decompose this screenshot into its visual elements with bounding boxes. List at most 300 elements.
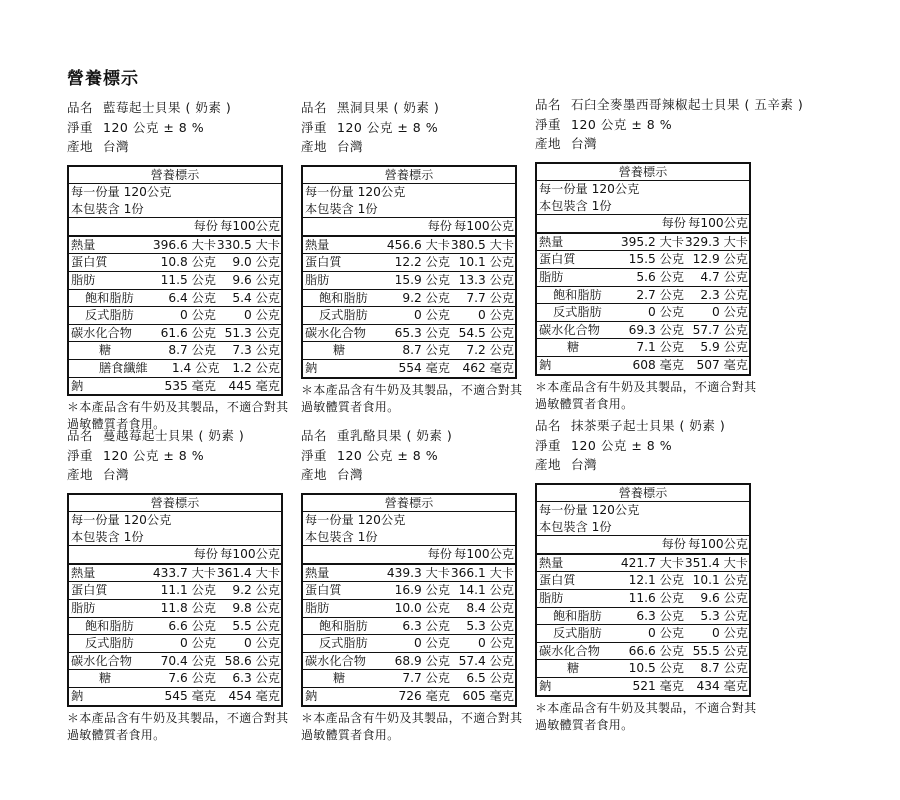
nutrient-per-100g: 329.3 大卡 <box>684 234 748 249</box>
nutrient-name: 鈉 <box>71 689 84 704</box>
product-weight: 120 公克 ± 8 % <box>337 119 439 135</box>
nutrient-per-serving: 0 公克 <box>413 636 450 651</box>
nutrient-per-serving: 545 毫克 <box>164 689 216 704</box>
nutrient-row <box>537 590 749 608</box>
nutrient-name: 反式脂肪 <box>319 308 368 323</box>
serving-size: 每一份量 120公克 <box>305 513 406 528</box>
product-name-line <box>67 426 292 446</box>
name-key: 品名 <box>301 100 328 115</box>
product-weight-line <box>67 118 292 138</box>
nutrition-table <box>535 162 751 376</box>
nutrient-per-100g: 6.3 公克 <box>232 671 280 686</box>
origin-key: 產地 <box>301 467 328 482</box>
nutrient-per-100g: 507 毫克 <box>696 358 748 373</box>
nutrition-header <box>69 217 281 237</box>
product-name: 蔓越莓起士貝果 ( 奶素 ) <box>103 428 245 443</box>
nutrient-per-100g: 351.4 大卡 <box>684 555 748 570</box>
servings-per-pack: 本包裝含 1份 <box>71 529 144 544</box>
nutrient-row <box>537 287 749 305</box>
nutrient-row <box>303 360 515 377</box>
nutrient-row <box>69 670 281 688</box>
header-per-serving: 每份 <box>193 547 218 562</box>
nutrient-name: 脂肪 <box>305 601 330 616</box>
product-label <box>301 98 526 416</box>
nutrient-row <box>303 254 515 272</box>
nutrient-per-serving: 726 毫克 <box>398 689 450 704</box>
nutrient-per-serving: 433.7 大卡 <box>152 565 216 580</box>
header-per-100g: 每100公克 <box>688 216 748 231</box>
nutrient-row <box>69 272 281 290</box>
nutrient-per-serving: 66.6 公克 <box>628 643 684 658</box>
product-weight-line <box>301 446 526 466</box>
product-name: 重乳酪貝果 ( 奶素 ) <box>337 428 453 443</box>
nutrient-name: 脂肪 <box>71 601 96 616</box>
nutrient-row <box>69 254 281 272</box>
header-per-100g: 每100公克 <box>688 537 748 552</box>
servings-per-pack: 本包裝含 1份 <box>539 519 612 534</box>
nutrient-name: 鈉 <box>539 358 552 373</box>
weight-key: 淨重 <box>67 447 94 463</box>
nutrient-per-serving: 0 公克 <box>179 308 216 323</box>
nutrient-row <box>537 572 749 590</box>
nutrient-per-serving: 6.6 公克 <box>168 618 216 633</box>
allergen-note: ＊本產品含有牛奶及其製品，不適合對其過敏體質者食用。 <box>535 700 757 732</box>
nutrition-header <box>303 217 515 237</box>
nutrient-name: 飽和脂肪 <box>85 290 134 305</box>
nutrition-header <box>537 214 749 234</box>
nutrient-per-100g: 0 公克 <box>243 308 280 323</box>
header-per-serving: 每份 <box>193 219 218 234</box>
nutrient-name: 碳水化合物 <box>71 325 132 340</box>
servings-per-pack: 本包裝含 1份 <box>539 198 612 213</box>
nutrient-name: 反式脂肪 <box>553 626 602 641</box>
product-label <box>67 98 292 433</box>
origin-key: 產地 <box>67 139 94 154</box>
weight-key: 淨重 <box>535 437 562 453</box>
nutrient-per-100g: 445 毫克 <box>228 378 280 393</box>
product-weight-line <box>535 436 835 456</box>
nutrient-per-100g: 5.4 公克 <box>232 290 280 305</box>
nutrient-row <box>537 251 749 269</box>
nutrient-per-100g: 1.2 公克 <box>232 361 280 376</box>
nutrient-name: 反式脂肪 <box>85 636 134 651</box>
nutrition-header <box>537 535 749 555</box>
nutrient-per-serving: 68.9 公克 <box>394 653 450 668</box>
serving-size: 每一份量 120公克 <box>539 503 640 518</box>
nutrient-name: 蛋白質 <box>71 255 108 270</box>
nutrient-per-100g: 0 公克 <box>243 636 280 651</box>
nutrient-name: 蛋白質 <box>305 255 342 270</box>
nutrient-per-100g: 434 毫克 <box>696 679 748 694</box>
nutrient-per-100g: 10.1 公克 <box>458 255 514 270</box>
product-name-line <box>301 426 526 446</box>
nutrient-row <box>303 670 515 688</box>
product-label <box>67 426 292 744</box>
nutrient-name: 蛋白質 <box>305 583 342 598</box>
product-name-line <box>535 416 835 436</box>
nutrient-row <box>69 582 281 600</box>
nutrition-table <box>67 493 283 707</box>
nutrient-per-100g: 5.3 公克 <box>466 618 514 633</box>
product-origin-line <box>301 137 526 157</box>
product-weight: 120 公克 ± 8 % <box>337 447 439 463</box>
name-key: 品名 <box>535 97 562 112</box>
nutrient-per-serving: 7.1 公克 <box>636 340 684 355</box>
serving-size: 每一份量 120公克 <box>71 185 172 200</box>
allergen-note: ＊本產品含有牛奶及其製品，不適合對其過敏體質者食用。 <box>301 382 523 414</box>
nutrition-header <box>303 545 515 565</box>
nutrient-per-100g: 462 毫克 <box>462 361 514 376</box>
nutrient-per-100g: 9.6 公克 <box>232 273 280 288</box>
product-origin-line <box>535 455 835 475</box>
nutrient-per-100g: 454 毫克 <box>228 689 280 704</box>
nutrient-name: 鈉 <box>305 689 318 704</box>
nutrient-row <box>537 660 749 678</box>
name-key: 品名 <box>535 418 562 433</box>
nutrient-name: 飽和脂肪 <box>319 618 368 633</box>
nutrition-table <box>67 165 283 397</box>
nutrient-row <box>303 653 515 671</box>
nutrient-name: 鈉 <box>305 361 318 376</box>
nutrient-per-100g: 0 公克 <box>711 626 748 641</box>
nutrient-name: 糖 <box>333 343 346 358</box>
nutrient-per-serving: 15.9 公克 <box>394 273 450 288</box>
nutrient-per-serving: 554 毫克 <box>398 361 450 376</box>
product-name: 抹茶栗子起士貝果 ( 奶素 ) <box>571 418 726 433</box>
nutrient-name: 熱量 <box>305 565 330 580</box>
nutrient-row <box>537 625 749 643</box>
header-per-serving: 每份 <box>661 537 686 552</box>
nutrient-per-serving: 11.6 公克 <box>628 591 684 606</box>
nutrient-per-serving: 7.7 公克 <box>402 671 450 686</box>
nutrient-row <box>303 237 515 255</box>
nutrient-row <box>303 582 515 600</box>
nutrient-per-serving: 6.3 公克 <box>636 608 684 623</box>
nutrient-name: 飽和脂肪 <box>85 618 134 633</box>
nutrient-per-100g: 10.1 公克 <box>692 573 748 588</box>
nutrient-row <box>69 635 281 653</box>
nutrient-row <box>537 269 749 287</box>
nutrient-row <box>69 237 281 255</box>
product-label <box>301 426 526 744</box>
origin-key: 產地 <box>301 139 328 154</box>
nutrient-per-100g: 330.5 大卡 <box>216 237 280 252</box>
nutrient-per-serving: 608 毫克 <box>632 358 684 373</box>
nutrition-table <box>535 483 751 697</box>
product-weight-line <box>67 446 292 466</box>
nutrient-per-serving: 0 公克 <box>413 308 450 323</box>
nutrition-table <box>301 493 517 707</box>
nutrient-name: 糖 <box>567 661 580 676</box>
nutrient-per-100g: 361.4 大卡 <box>216 565 280 580</box>
product-origin: 台灣 <box>571 457 598 472</box>
serving-size: 每一份量 120公克 <box>71 513 172 528</box>
nutrition-table-title: 營養標示 <box>303 167 515 185</box>
nutrient-row <box>303 618 515 636</box>
nutrient-per-100g: 51.3 公克 <box>224 325 280 340</box>
nutrient-per-serving: 456.6 大卡 <box>386 237 450 252</box>
nutrient-row <box>303 325 515 343</box>
nutrient-name: 碳水化合物 <box>539 322 600 337</box>
nutrient-per-100g: 7.3 公克 <box>232 343 280 358</box>
nutrient-row <box>537 608 749 626</box>
nutrient-per-serving: 421.7 大卡 <box>620 555 684 570</box>
allergen-note: ＊本產品含有牛奶及其製品，不適合對其過敏體質者食用。 <box>67 710 289 742</box>
nutrient-name: 碳水化合物 <box>539 643 600 658</box>
serving-size: 每一份量 120公克 <box>539 182 640 197</box>
nutrient-name: 飽和脂肪 <box>319 290 368 305</box>
header-per-100g: 每100公克 <box>454 547 514 562</box>
nutrient-per-serving: 0 公克 <box>647 626 684 641</box>
nutrient-name: 碳水化合物 <box>305 325 366 340</box>
nutrient-name: 反式脂肪 <box>319 636 368 651</box>
nutrient-name: 反式脂肪 <box>85 308 134 323</box>
servings-per-pack: 本包裝含 1份 <box>305 529 378 544</box>
nutrient-per-100g: 8.4 公克 <box>466 601 514 616</box>
nutrient-name: 糖 <box>567 340 580 355</box>
nutrient-per-100g: 6.5 公克 <box>466 671 514 686</box>
product-origin-line <box>301 465 526 485</box>
allergen-note: ＊本產品含有牛奶及其製品，不適合對其過敏體質者食用。 <box>67 400 289 432</box>
nutrient-per-100g: 0 公克 <box>711 305 748 320</box>
product-origin-line <box>67 465 292 485</box>
serving-size: 每一份量 120公克 <box>305 185 406 200</box>
nutrient-per-serving: 15.5 公克 <box>628 252 684 267</box>
product-weight: 120 公克 ± 8 % <box>103 119 205 135</box>
nutrient-per-100g: 12.9 公克 <box>692 252 748 267</box>
nutrient-row <box>303 635 515 653</box>
weight-key: 淨重 <box>535 116 562 132</box>
nutrient-per-100g: 14.1 公克 <box>458 583 514 598</box>
nutrient-row <box>303 307 515 325</box>
nutrient-per-serving: 0 公克 <box>179 636 216 651</box>
product-name-line <box>535 95 835 115</box>
nutrient-name: 蛋白質 <box>539 252 576 267</box>
product-weight-line <box>301 118 526 138</box>
nutrient-per-100g: 13.3 公克 <box>458 273 514 288</box>
nutrient-per-100g: 57.7 公克 <box>692 322 748 337</box>
product-name: 藍莓起士貝果 ( 奶素 ) <box>103 100 232 115</box>
nutrient-name: 飽和脂肪 <box>553 287 602 302</box>
nutrition-table-title: 營養標示 <box>69 495 281 513</box>
nutrient-per-serving: 396.6 大卡 <box>152 237 216 252</box>
product-weight-line <box>535 115 835 135</box>
origin-key: 產地 <box>67 467 94 482</box>
nutrition-table-title: 營養標示 <box>537 164 749 182</box>
servings-per-pack: 本包裝含 1份 <box>305 201 378 216</box>
nutrient-row <box>69 290 281 308</box>
nutrient-per-serving: 1.4 公克 <box>171 361 220 376</box>
nutrient-name: 熱量 <box>539 555 564 570</box>
nutrient-name: 蛋白質 <box>539 573 576 588</box>
nutrient-per-100g: 7.7 公克 <box>466 290 514 305</box>
header-per-serving: 每份 <box>661 216 686 231</box>
nutrient-row <box>69 342 281 360</box>
product-name: 黑洞貝果 ( 奶素 ) <box>337 100 440 115</box>
nutrient-name: 蛋白質 <box>71 583 108 598</box>
product-origin: 台灣 <box>337 139 364 154</box>
nutrient-per-100g: 58.6 公克 <box>224 653 280 668</box>
nutrient-per-serving: 9.2 公克 <box>402 290 450 305</box>
product-weight: 120 公克 ± 8 % <box>571 437 673 453</box>
nutrient-name: 鈉 <box>71 378 84 393</box>
nutrient-per-100g: 55.5 公克 <box>692 643 748 658</box>
nutrient-per-100g: 9.0 公克 <box>232 255 280 270</box>
nutrient-name: 糖 <box>333 671 346 686</box>
nutrient-per-serving: 12.1 公克 <box>628 573 684 588</box>
nutrient-per-serving: 521 毫克 <box>632 679 684 694</box>
nutrient-name: 碳水化合物 <box>71 653 132 668</box>
nutrient-row <box>69 565 281 583</box>
nutrient-per-serving: 11.5 公克 <box>160 273 216 288</box>
servings-per-pack: 本包裝含 1份 <box>71 201 144 216</box>
nutrient-row <box>69 378 281 395</box>
nutrient-row <box>69 600 281 618</box>
nutrient-row <box>537 678 749 695</box>
nutrient-name: 熱量 <box>71 565 96 580</box>
nutrient-per-serving: 6.4 公克 <box>168 290 216 305</box>
nutrient-per-serving: 535 毫克 <box>164 378 216 393</box>
product-name-line <box>301 98 526 118</box>
nutrient-name: 脂肪 <box>305 273 330 288</box>
nutrient-row <box>303 272 515 290</box>
nutrient-per-100g: 0 公克 <box>477 308 514 323</box>
nutrient-row <box>537 555 749 573</box>
nutrition-table-title: 營養標示 <box>537 485 749 503</box>
nutrient-row <box>69 307 281 325</box>
nutrient-per-100g: 9.8 公克 <box>232 601 280 616</box>
nutrition-table-title: 營養標示 <box>303 495 515 513</box>
nutrient-name: 碳水化合物 <box>305 653 366 668</box>
nutrient-per-100g: 54.5 公克 <box>458 325 514 340</box>
origin-key: 產地 <box>535 136 562 151</box>
nutrient-row <box>303 600 515 618</box>
nutrient-row <box>303 565 515 583</box>
nutrient-per-serving: 5.6 公克 <box>636 270 684 285</box>
nutrient-name: 熱量 <box>71 237 96 252</box>
nutrient-name: 糖 <box>99 343 112 358</box>
nutrient-per-serving: 69.3 公克 <box>628 322 684 337</box>
allergen-note: ＊本產品含有牛奶及其製品，不適合對其過敏體質者食用。 <box>301 710 523 742</box>
nutrient-row <box>303 342 515 360</box>
name-key: 品名 <box>67 100 94 115</box>
product-label <box>535 95 835 413</box>
product-name: 石臼全麥墨西哥辣椒起士貝果 ( 五辛素 ) <box>571 97 804 112</box>
nutrient-per-100g: 5.9 公克 <box>700 340 748 355</box>
nutrient-per-serving: 11.1 公克 <box>160 583 216 598</box>
nutrient-per-100g: 605 毫克 <box>462 689 514 704</box>
header-per-serving: 每份 <box>427 547 452 562</box>
nutrient-name: 脂肪 <box>539 270 564 285</box>
origin-key: 產地 <box>535 457 562 472</box>
nutrient-name: 熱量 <box>305 237 330 252</box>
nutrient-per-serving: 70.4 公克 <box>160 653 216 668</box>
nutrient-per-serving: 8.7 公克 <box>402 343 450 358</box>
nutrient-name: 膳食纖維 <box>99 361 148 376</box>
nutrient-per-serving: 439.3 大卡 <box>386 565 450 580</box>
nutrient-per-100g: 0 公克 <box>477 636 514 651</box>
header-per-100g: 每100公克 <box>454 219 514 234</box>
nutrient-row <box>537 643 749 661</box>
header-per-serving: 每份 <box>427 219 452 234</box>
nutrient-name: 熱量 <box>539 234 564 249</box>
nutrient-row <box>69 360 281 378</box>
weight-key: 淨重 <box>301 447 328 463</box>
nutrient-per-serving: 65.3 公克 <box>394 325 450 340</box>
nutrient-per-100g: 4.7 公克 <box>700 270 748 285</box>
nutrient-row <box>69 618 281 636</box>
weight-key: 淨重 <box>301 119 328 135</box>
nutrition-table-title: 營養標示 <box>69 167 281 185</box>
product-origin: 台灣 <box>103 139 130 154</box>
nutrient-per-serving: 16.9 公克 <box>394 583 450 598</box>
nutrient-row <box>537 234 749 252</box>
nutrient-row <box>537 304 749 322</box>
nutrient-per-serving: 8.7 公克 <box>168 343 216 358</box>
nutrient-per-100g: 57.4 公克 <box>458 653 514 668</box>
nutrient-per-serving: 10.8 公克 <box>160 255 216 270</box>
header-per-100g: 每100公克 <box>220 219 280 234</box>
nutrient-per-100g: 5.5 公克 <box>232 618 280 633</box>
nutrient-per-100g: 366.1 大卡 <box>450 565 514 580</box>
product-origin: 台灣 <box>571 136 598 151</box>
nutrient-per-100g: 9.6 公克 <box>700 591 748 606</box>
nutrient-row <box>69 653 281 671</box>
product-weight: 120 公克 ± 8 % <box>103 447 205 463</box>
nutrient-per-serving: 6.3 公克 <box>402 618 450 633</box>
nutrient-per-100g: 7.2 公克 <box>466 343 514 358</box>
nutrient-per-serving: 61.6 公克 <box>160 325 216 340</box>
nutrient-name: 脂肪 <box>539 591 564 606</box>
nutrient-row <box>537 357 749 374</box>
nutrient-per-serving: 2.7 公克 <box>636 287 684 302</box>
nutrient-row <box>537 339 749 357</box>
product-weight: 120 公克 ± 8 % <box>571 116 673 132</box>
nutrient-per-100g: 9.2 公克 <box>232 583 280 598</box>
weight-key: 淨重 <box>67 119 94 135</box>
product-origin: 台灣 <box>103 467 130 482</box>
product-name-line <box>67 98 292 118</box>
nutrient-per-serving: 395.2 大卡 <box>620 234 684 249</box>
nutrient-name: 脂肪 <box>71 273 96 288</box>
nutrient-row <box>69 325 281 343</box>
nutrient-per-100g: 2.3 公克 <box>700 287 748 302</box>
header-per-100g: 每100公克 <box>220 547 280 562</box>
product-origin: 台灣 <box>337 467 364 482</box>
nutrient-per-100g: 5.3 公克 <box>700 608 748 623</box>
nutrition-table <box>301 165 517 379</box>
nutrient-per-serving: 12.2 公克 <box>394 255 450 270</box>
nutrient-per-serving: 10.0 公克 <box>394 601 450 616</box>
nutrient-name: 飽和脂肪 <box>553 608 602 623</box>
nutrient-per-serving: 10.5 公克 <box>628 661 684 676</box>
nutrient-per-serving: 11.8 公克 <box>160 601 216 616</box>
nutrient-per-100g: 380.5 大卡 <box>450 237 514 252</box>
nutrient-row <box>303 290 515 308</box>
nutrient-per-serving: 0 公克 <box>647 305 684 320</box>
page-title: 營養標示 <box>67 69 139 89</box>
nutrient-row <box>69 688 281 705</box>
name-key: 品名 <box>301 428 328 443</box>
product-origin-line <box>67 137 292 157</box>
allergen-note: ＊本產品含有牛奶及其製品，不適合對其過敏體質者食用。 <box>535 379 757 411</box>
product-label <box>535 416 835 734</box>
nutrient-name: 糖 <box>99 671 112 686</box>
nutrient-per-serving: 7.6 公克 <box>168 671 216 686</box>
nutrient-name: 反式脂肪 <box>553 305 602 320</box>
name-key: 品名 <box>67 428 94 443</box>
product-origin-line <box>535 134 835 154</box>
